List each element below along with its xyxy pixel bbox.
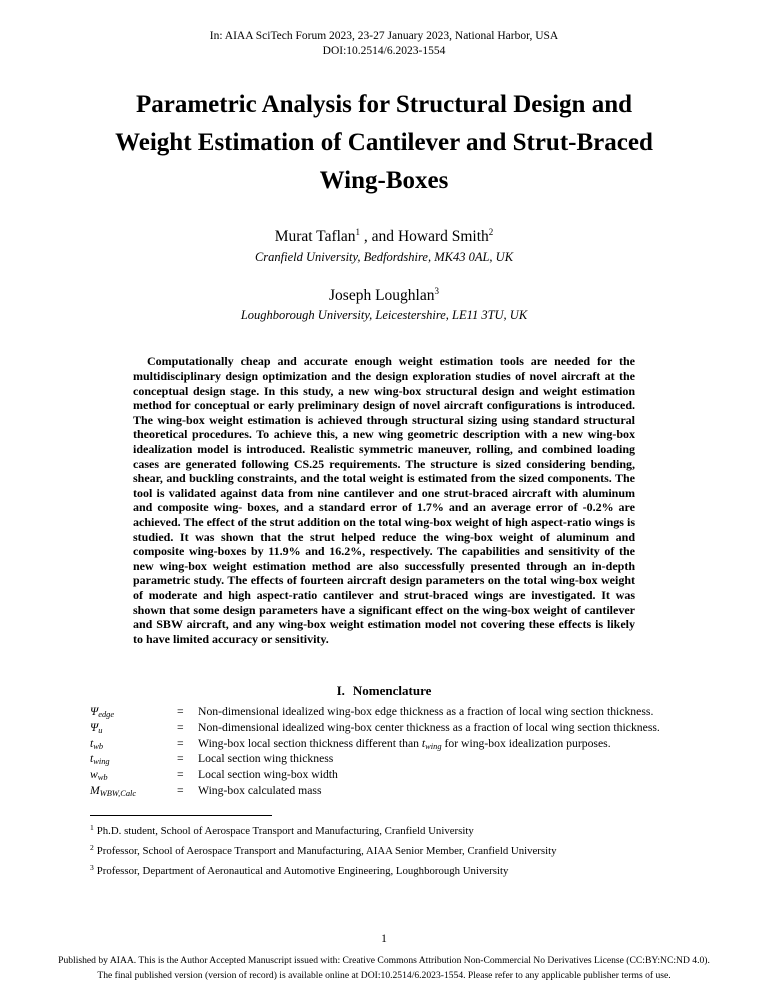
symbol-glyph: t <box>90 752 94 766</box>
nomenclature-symbol <box>90 704 177 720</box>
nomenclature-entry <box>90 751 680 767</box>
symbol-glyph: t <box>90 736 94 750</box>
author-separator: , and <box>360 228 398 246</box>
equals-sign: = <box>177 720 184 734</box>
nomenclature-entry <box>90 736 680 752</box>
footnote-marker: 1 <box>90 822 94 832</box>
footnotes <box>90 820 688 881</box>
symbol-subscript: wing <box>93 756 110 767</box>
publisher-note-line1: Published by AIAA. This is the Author Accepted Manuscript issued with: Creative Commons Attribution Non-Commercial No Derivatives License (CC:BY:NC:ND 4.0). <box>58 955 710 967</box>
definition-text: Wing-box local section thickness different than <box>198 736 422 750</box>
nomenclature-definition <box>177 720 680 736</box>
nomenclature-entry <box>90 783 680 799</box>
nomenclature-entry <box>90 704 680 720</box>
footnote-text: Professor, Department of Aeronautical and Automotive Engineering, Loughborough University <box>96 865 509 878</box>
definition-text: for wing-box idealization purposes. <box>441 736 611 750</box>
author-names <box>0 227 768 247</box>
definition-text: Local section wing thickness <box>198 752 334 766</box>
author-name: Howard Smith <box>397 228 489 246</box>
publisher-note <box>12 954 756 983</box>
footnote-marker: 3 <box>90 862 94 872</box>
footnote-separator <box>90 815 272 816</box>
footnote-text: Ph.D. student, School of Aerospace Transport and Manufacturing, Cranfield University <box>96 825 474 838</box>
equals-sign: = <box>177 752 184 766</box>
definition-text: Non-dimensional idealized wing-box center thickness as a fraction of local wing section thickness. <box>198 720 660 734</box>
author-footnote-ref: 1 <box>355 227 361 238</box>
definition-text: Non-dimensional idealized wing-box edge thickness as a fraction of local wing section thickness. <box>198 705 654 719</box>
symbol-subscript: WBW,Calc <box>99 787 137 798</box>
symbol-subscript: u <box>98 725 103 736</box>
symbol-glyph: Ψ <box>90 720 99 734</box>
symbol-glyph: Ψ <box>90 705 99 719</box>
footnote-item <box>90 820 688 840</box>
author-block-loughborough <box>0 286 768 324</box>
footnote-item <box>90 860 688 880</box>
author-footnote-ref: 2 <box>488 227 494 238</box>
nomenclature-symbol <box>90 736 177 752</box>
nomenclature-definition <box>177 736 680 752</box>
nomenclature-heading <box>0 683 768 699</box>
nomenclature-symbol <box>90 783 177 799</box>
footnote-text: Professor, School of Aerospace Transport and Manufacturing, AIAA Senior Member, Cranfield University <box>96 845 557 858</box>
inline-symbol: t <box>421 736 426 750</box>
nomenclature-definition <box>177 704 680 720</box>
nomenclature-list <box>90 704 680 798</box>
conference-info: In: AIAA SciTech Forum 2023, 23-27 January 2023, National Harbor, USA <box>209 30 559 42</box>
nomenclature-symbol <box>90 720 177 736</box>
section-title: Nomenclature <box>352 683 432 699</box>
author-block-cranfield <box>0 227 768 265</box>
footnote-marker: 2 <box>90 842 94 852</box>
definition-text: Local section wing-box width <box>198 768 338 782</box>
author-footnote-ref: 3 <box>434 285 439 296</box>
nomenclature-definition <box>177 751 680 767</box>
equals-sign: = <box>177 705 184 719</box>
equals-sign: = <box>177 768 184 782</box>
page-footer <box>12 933 756 983</box>
symbol-subscript: wb <box>93 740 104 751</box>
nomenclature-definition <box>177 783 680 799</box>
author-affiliation: Loughborough University, Leicestershire, LE11 3TU, UK <box>240 308 528 323</box>
nomenclature-symbol <box>90 751 177 767</box>
symbol-glyph: w <box>90 768 98 782</box>
author-name: Joseph Loughlan <box>329 287 435 305</box>
nomenclature-definition <box>177 767 680 783</box>
author-names <box>0 286 768 306</box>
equals-sign: = <box>177 736 184 750</box>
definition-text: Wing-box calculated mass <box>198 783 322 797</box>
section-number: I. <box>336 683 345 699</box>
conference-header <box>0 0 768 59</box>
footnote-item <box>90 840 688 860</box>
equals-sign: = <box>177 783 184 797</box>
author-affiliation: Cranfield University, Bedfordshire, MK43 0AL, UK <box>254 249 514 264</box>
publisher-note-line2: The final published version (version of record) is available online at DOI:10.2514/6.2023-1554. Please refer to any applicable publisher terms of use. <box>97 969 671 981</box>
symbol-glyph: M <box>90 783 100 797</box>
nomenclature-symbol <box>90 767 177 783</box>
symbol-subscript: wb <box>97 772 108 783</box>
nomenclature-entry <box>90 720 680 736</box>
nomenclature-entry <box>90 767 680 783</box>
symbol-subscript: edge <box>98 709 115 720</box>
abstract-text: Computationally cheap and accurate enough weight estimation tools are needed for the multidisciplinary design optimization and the design exploration studies of novel aircraft at the conceptual design stage. In this study, a new wing-box structural design and weight estimation method for conceptual or early preliminary design of novel aircraft configurations is introduced. The wing-box weight estimation is achieved through structural sizing using standard structural theoretical procedures. To achieve this, a new wing geometric description with a new wing-box idealization model is introduced. Realistic symmetric maneuver, rolling, and combined loading cases are generated following CS.25 requirements. The structure is sized considering bending, shear, and buckling constraints, and the total weight is estimated from the sized components. The tool is validated against data from nine cantilever and one strut-braced aircraft with aluminum and composite wing- boxes, and a standard error of 1.7% and an average error of -0.2% are achieved. The effect of the strut addition on the total wing-box weight of high aspect-ratio wings is studied. It was shown that the strut helped reduce the wing-box weight of aluminum and composite wing-boxes by 11.9% and 16.2%, respectively. The capabilities and sensitivity of the new wing-box weight estimation method are also successfully presented through an in-depth parametric study. The effects of fourteen aircraft design parameters on the total wing-box weight of moderate and high aspect-ratio cantilever and strut-braced wings are investigated. It was shown that some design parameters have a significant effect on the wing-box weight of cantilever and SBW aircraft, and any wing-box weight estimation model not covering these effects is likely to have limited accuracy or sensitivity. <box>133 354 635 646</box>
doi-line: DOI:10.2514/6.2023-1554 <box>322 45 446 58</box>
author-name: Murat Taflan <box>274 228 356 246</box>
page-number: 1 <box>381 933 387 946</box>
paper-title: Parametric Analysis for Structural Design and Weight Estimation of Cantilever and Strut-Braced Wing-Boxes <box>115 91 653 195</box>
inline-symbol-subscript: wing <box>425 740 442 751</box>
